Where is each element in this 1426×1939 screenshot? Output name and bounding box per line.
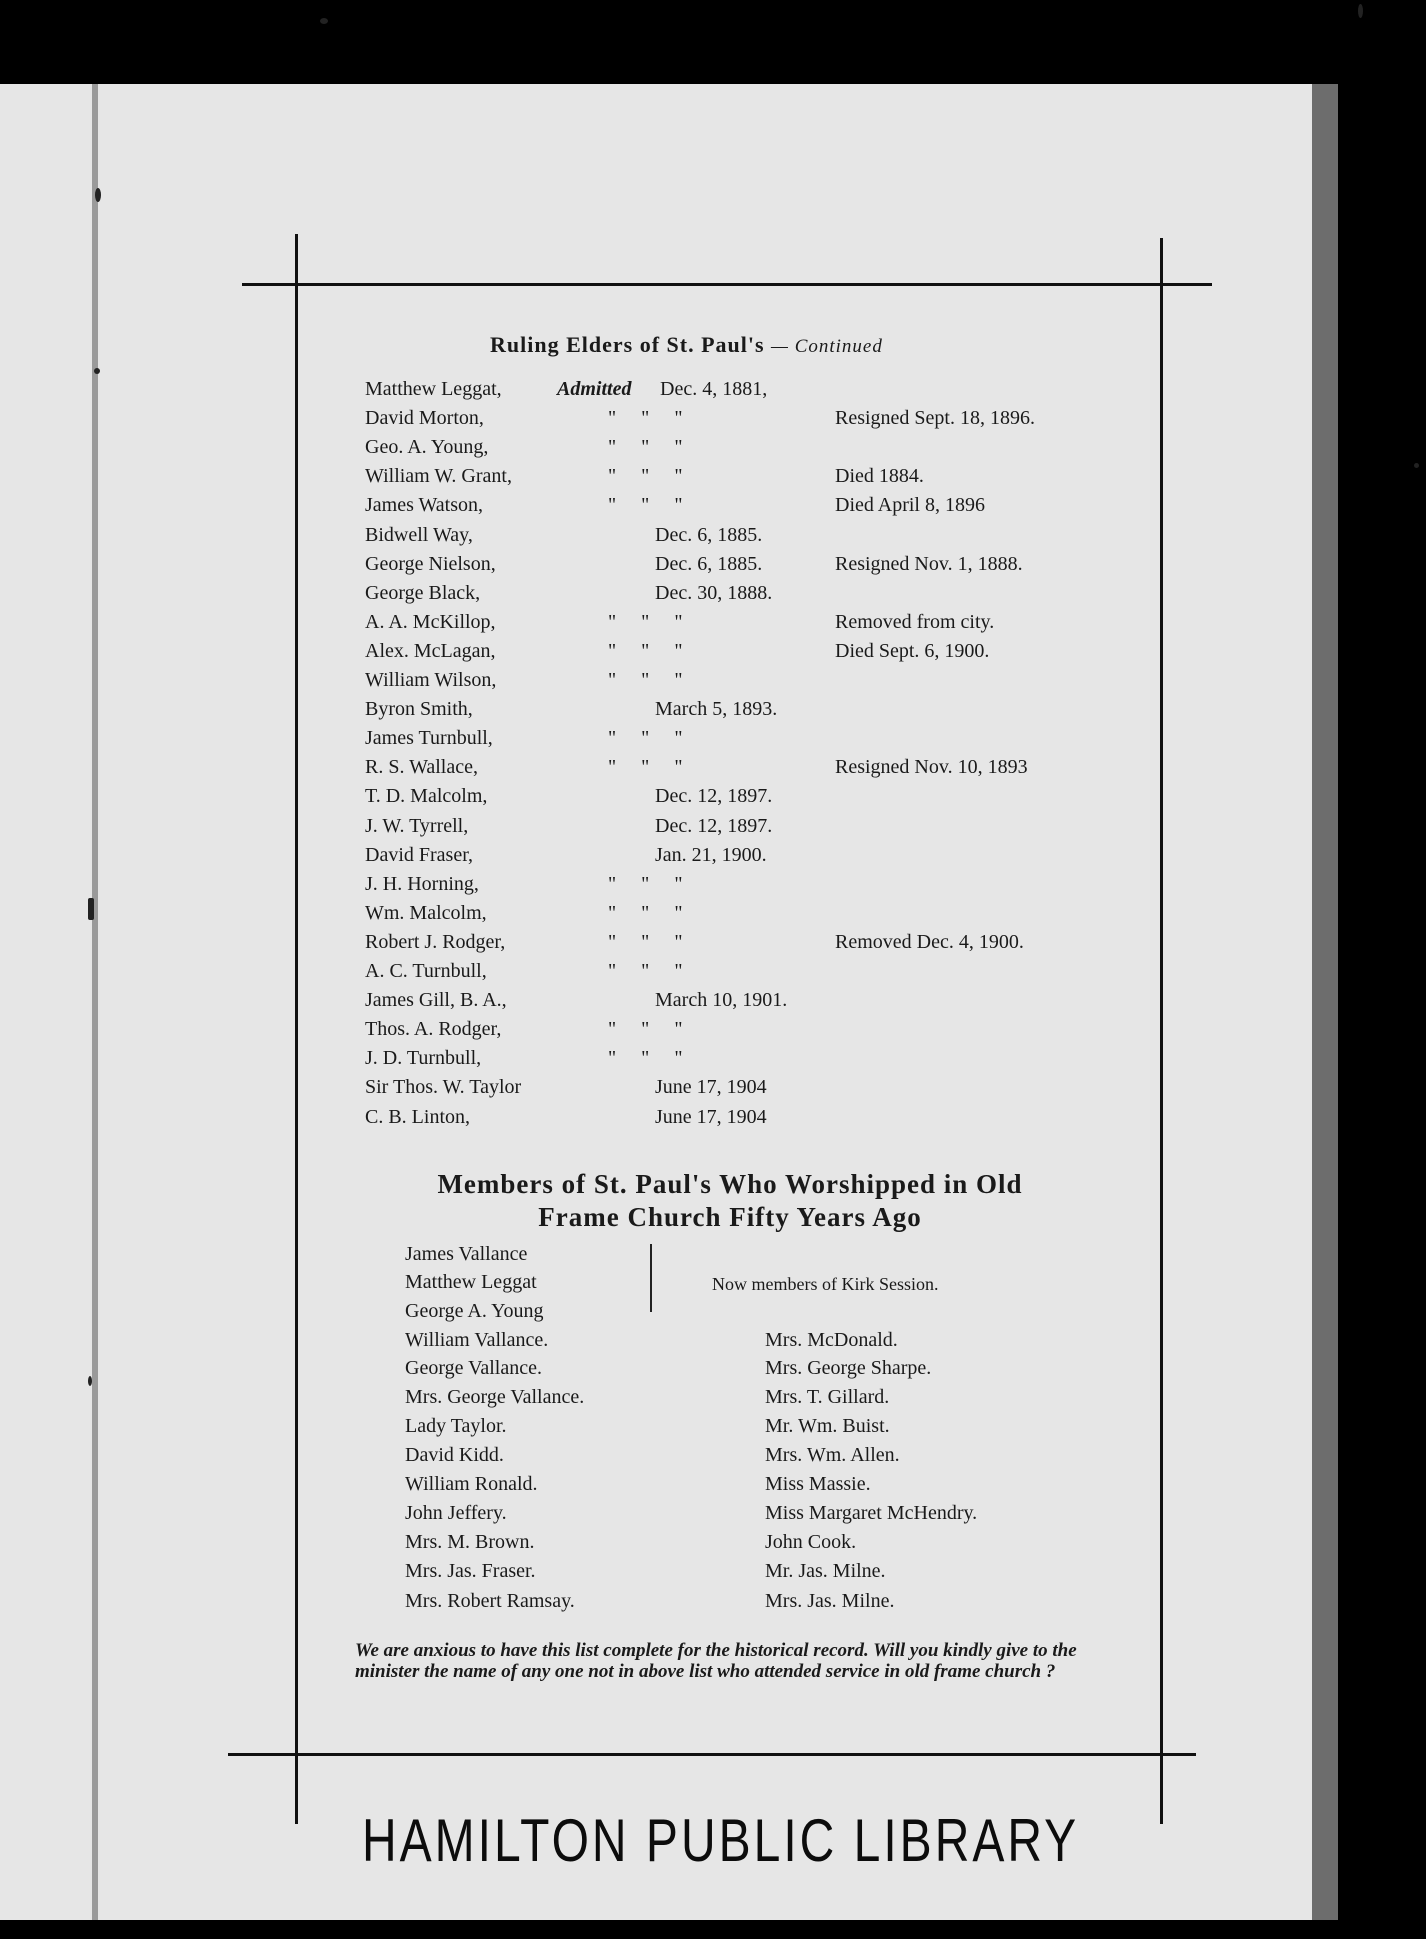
elder-name: T. D. Malcolm, <box>365 785 488 807</box>
elder-row <box>0 524 1200 552</box>
elder-name: J. W. Tyrrell, <box>365 815 469 837</box>
elder-row <box>0 1106 1200 1134</box>
elder-row <box>0 989 1200 1017</box>
elder-name: Alex. McLagan, <box>365 640 496 662</box>
elder-row <box>0 727 1200 755</box>
elder-admitted-date: " " " <box>608 727 683 749</box>
elder-name: Bidwell Way, <box>365 524 473 546</box>
elder-name: A. A. McKillop, <box>365 611 496 633</box>
elder-name: James Turnbull, <box>365 727 493 749</box>
member-name: William Ronald. <box>405 1473 538 1495</box>
elder-name: J. D. Turnbull, <box>365 1047 482 1069</box>
page-edge <box>1312 84 1338 1920</box>
scan-speck <box>1358 4 1363 18</box>
elder-name: David Morton, <box>365 407 484 429</box>
elder-note: Resigned Nov. 10, 1893 <box>835 756 1028 778</box>
scan-speck <box>88 1376 92 1386</box>
member-name: Mrs. McDonald. <box>765 1329 898 1351</box>
elder-row <box>0 669 1200 697</box>
elder-row <box>0 756 1200 784</box>
elder-name: R. S. Wallace, <box>365 756 478 778</box>
members-heading-line-1: Members of St. Paul's Who Worshipped in Old <box>437 1169 1023 1199</box>
elder-name: Wm. Malcolm, <box>365 902 487 924</box>
elder-row <box>0 1018 1200 1046</box>
elder-name: James Gill, B. A., <box>365 989 507 1011</box>
elder-row <box>0 873 1200 901</box>
elder-name: William Wilson, <box>365 669 497 691</box>
page-title <box>490 332 883 358</box>
elder-name: David Fraser, <box>365 844 474 866</box>
elder-row <box>0 465 1200 493</box>
elder-admitted-date: " " " <box>608 1047 683 1069</box>
elder-note: Died April 8, 1896 <box>835 494 985 516</box>
scan-speck <box>1414 463 1419 468</box>
member-name: Mrs. T. Gillard. <box>765 1386 890 1408</box>
elder-name: George Nielson, <box>365 553 496 575</box>
elder-admitted-date: " " " <box>608 407 683 429</box>
elder-note: Died 1884. <box>835 465 924 487</box>
elder-note: Died Sept. 6, 1900. <box>835 640 990 662</box>
title-suffix: — Continued <box>771 336 883 357</box>
members-heading-line-2: Frame Church Fifty Years Ago <box>538 1202 922 1232</box>
member-name: John Cook. <box>765 1531 857 1553</box>
elder-name: Robert J. Rodger, <box>365 931 506 953</box>
elder-admitted-date: Dec. 6, 1885. <box>655 524 763 546</box>
elder-row <box>0 785 1200 813</box>
elder-admitted-date: " " " <box>608 1018 683 1040</box>
member-name: James Vallance <box>405 1243 528 1265</box>
member-name: Mrs. Jas. Milne. <box>765 1590 895 1612</box>
elder-name: Thos. A. Rodger, <box>365 1018 502 1040</box>
elder-admitted-date: " " " <box>608 960 683 982</box>
elder-admitted-date: " " " <box>608 611 683 633</box>
member-name: Lady Taylor. <box>405 1415 507 1437</box>
elder-admitted-date: " " " <box>608 465 683 487</box>
elder-admitted-date: " " " <box>608 902 683 924</box>
elder-row <box>0 931 1200 959</box>
elder-row <box>0 1076 1200 1104</box>
admitted-label: Admitted <box>557 378 632 400</box>
elder-row <box>0 378 1200 406</box>
member-name: William Vallance. <box>405 1329 549 1351</box>
member-name: Mr. Jas. Milne. <box>765 1560 886 1582</box>
member-name: Matthew Leggat <box>405 1271 537 1293</box>
elder-name: J. H. Horning, <box>365 873 479 895</box>
closing-note: We are anxious to have this list complete for the historical record. Will you kindly give to the minister the name of any one not in above list who attended service in old frame church ? <box>355 1640 1077 1682</box>
scan-speck <box>88 898 94 920</box>
elder-admitted-date: June 17, 1904 <box>655 1106 767 1128</box>
member-name: George Vallance. <box>405 1357 542 1379</box>
elder-admitted-date: " " " <box>608 756 683 778</box>
scan-speck <box>95 188 101 202</box>
elder-admitted-date: Dec. 12, 1897. <box>655 815 773 837</box>
elder-name: Geo. A. Young, <box>365 436 489 458</box>
elder-row <box>0 582 1200 610</box>
member-name: Mrs. Robert Ramsay. <box>405 1590 575 1612</box>
elder-admitted-date: March 10, 1901. <box>655 989 788 1011</box>
library-stamp: HAMILTON PUBLIC LIBRARY <box>362 1808 1080 1875</box>
elder-row <box>0 640 1200 668</box>
frame-rule-top <box>242 283 1212 286</box>
elder-admitted-date: Jan. 21, 1900. <box>655 844 767 866</box>
elder-row <box>0 902 1200 930</box>
elder-row <box>0 407 1200 435</box>
member-name: George A. Young <box>405 1300 544 1322</box>
kirk-session-note: Now members of Kirk Session. <box>712 1274 939 1294</box>
frame-rule-bottom <box>228 1753 1196 1756</box>
elder-note: Resigned Sept. 18, 1896. <box>835 407 1035 429</box>
elder-admitted-date: " " " <box>608 931 683 953</box>
member-name: Miss Margaret McHendry. <box>765 1502 978 1524</box>
scan-speck <box>94 368 100 374</box>
member-name: Mrs. M. Brown. <box>405 1531 535 1553</box>
member-name: Mrs. Wm. Allen. <box>765 1444 900 1466</box>
elder-row <box>0 553 1200 581</box>
elder-note: Resigned Nov. 1, 1888. <box>835 553 1023 575</box>
elder-admitted-date: " " " <box>608 436 683 458</box>
elder-admitted-date: " " " <box>608 640 683 662</box>
elder-row <box>0 611 1200 639</box>
member-name: Mrs. George Sharpe. <box>765 1357 932 1379</box>
elder-row <box>0 844 1200 872</box>
elder-admitted-date: Dec. 30, 1888. <box>655 582 773 604</box>
scan-speck <box>320 18 328 24</box>
elder-note: Removed Dec. 4, 1900. <box>835 931 1024 953</box>
elder-admitted-date: Dec. 6, 1885. <box>655 553 763 575</box>
elder-name: A. C. Turnbull, <box>365 960 487 982</box>
title-text: Ruling Elders of St. Paul's <box>490 332 765 357</box>
members-heading <box>400 1168 1060 1234</box>
member-name: David Kidd. <box>405 1444 504 1466</box>
elder-row <box>0 494 1200 522</box>
elder-name: Matthew Leggat, <box>365 378 502 400</box>
elder-note: Removed from city. <box>835 611 995 633</box>
member-name: Mrs. Jas. Fraser. <box>405 1560 536 1582</box>
elder-name: Sir Thos. W. Taylor <box>365 1076 522 1098</box>
elder-admitted-date: Dec. 12, 1897. <box>655 785 773 807</box>
elder-row <box>0 960 1200 988</box>
elder-admitted-date: March 5, 1893. <box>655 698 778 720</box>
elder-row <box>0 436 1200 464</box>
member-name: Mr. Wm. Buist. <box>765 1415 890 1437</box>
member-name: Mrs. George Vallance. <box>405 1386 585 1408</box>
elder-row <box>0 815 1200 843</box>
kirk-session-bracket <box>650 1244 660 1312</box>
elder-admitted-date: June 17, 1904 <box>655 1076 767 1098</box>
elder-name: C. B. Linton, <box>365 1106 471 1128</box>
elder-row <box>0 698 1200 726</box>
member-name: John Jeffery. <box>405 1502 507 1524</box>
elder-admitted-date: Dec. 4, 1881, <box>660 378 768 400</box>
elder-admitted-date: " " " <box>608 873 683 895</box>
elder-name: James Watson, <box>365 494 484 516</box>
elder-name: George Black, <box>365 582 481 604</box>
member-name: Miss Massie. <box>765 1473 871 1495</box>
elder-admitted-date: " " " <box>608 494 683 516</box>
elder-name: William W. Grant, <box>365 465 512 487</box>
elder-name: Byron Smith, <box>365 698 473 720</box>
elder-row <box>0 1047 1200 1075</box>
elder-admitted-date: " " " <box>608 669 683 691</box>
